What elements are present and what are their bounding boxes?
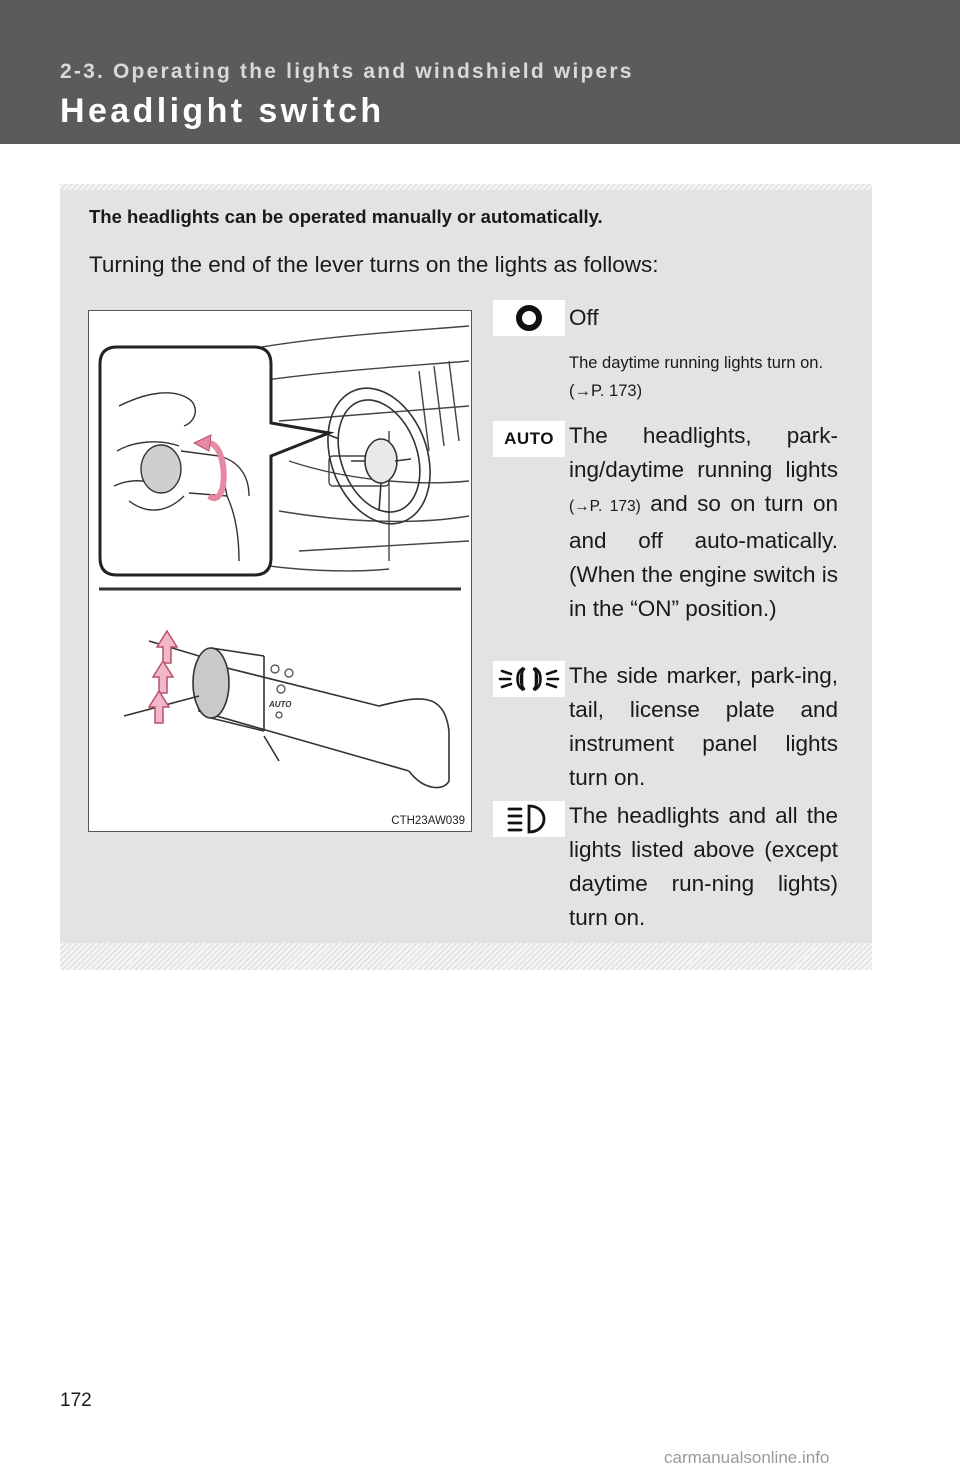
off-label: Off — [569, 305, 599, 330]
page-title: Headlight switch — [60, 92, 385, 130]
auto-description: The headlights, park-ing/daytime running lights (→P. 173) and so on turn on and off auto-matically. (When the engine switch is in the “ON” position.) — [569, 423, 839, 621]
panel-hatch-bottom — [60, 943, 872, 970]
lever-illustration — [88, 310, 472, 832]
off-circle-icon — [514, 303, 544, 333]
headlight-beam-icon — [505, 802, 553, 836]
off-note: The daytime running lights turn on. (→P. 173) — [569, 354, 824, 400]
side-marker-icon-box — [493, 661, 565, 697]
intro-text: Turning the end of the lever turns on the lights as follows: — [89, 252, 659, 277]
section-label: 2-3. Operating the lights and windshield wipers — [60, 60, 634, 83]
auto-text-icon: AUTO — [504, 429, 554, 448]
stalk-auto-label: AUTO — [269, 700, 292, 709]
figure-id: CTH23AW039 — [391, 815, 465, 827]
lever-illustration-drawing — [89, 311, 473, 833]
headlight-icon-box — [493, 801, 565, 837]
position-arrows — [149, 631, 177, 723]
lever-stalk — [124, 641, 449, 788]
page-header — [0, 0, 960, 144]
side-marker-description: The side marker, park-ing, tail, license plate and instrument panel lights turn on. — [569, 663, 838, 790]
off-icon-box — [493, 300, 565, 336]
intro-bold-text: The headlights can be operated manually or automatically. — [89, 206, 603, 227]
side-marker-lights-icon — [496, 663, 562, 695]
page-number: 172 — [60, 1390, 92, 1411]
auto-icon-box — [493, 421, 565, 457]
watermark: carmanualsonline.info — [664, 1448, 830, 1467]
headlight-description: The headlights and all the lights listed above (except daytime run-ning lights) turn on. — [569, 803, 838, 930]
